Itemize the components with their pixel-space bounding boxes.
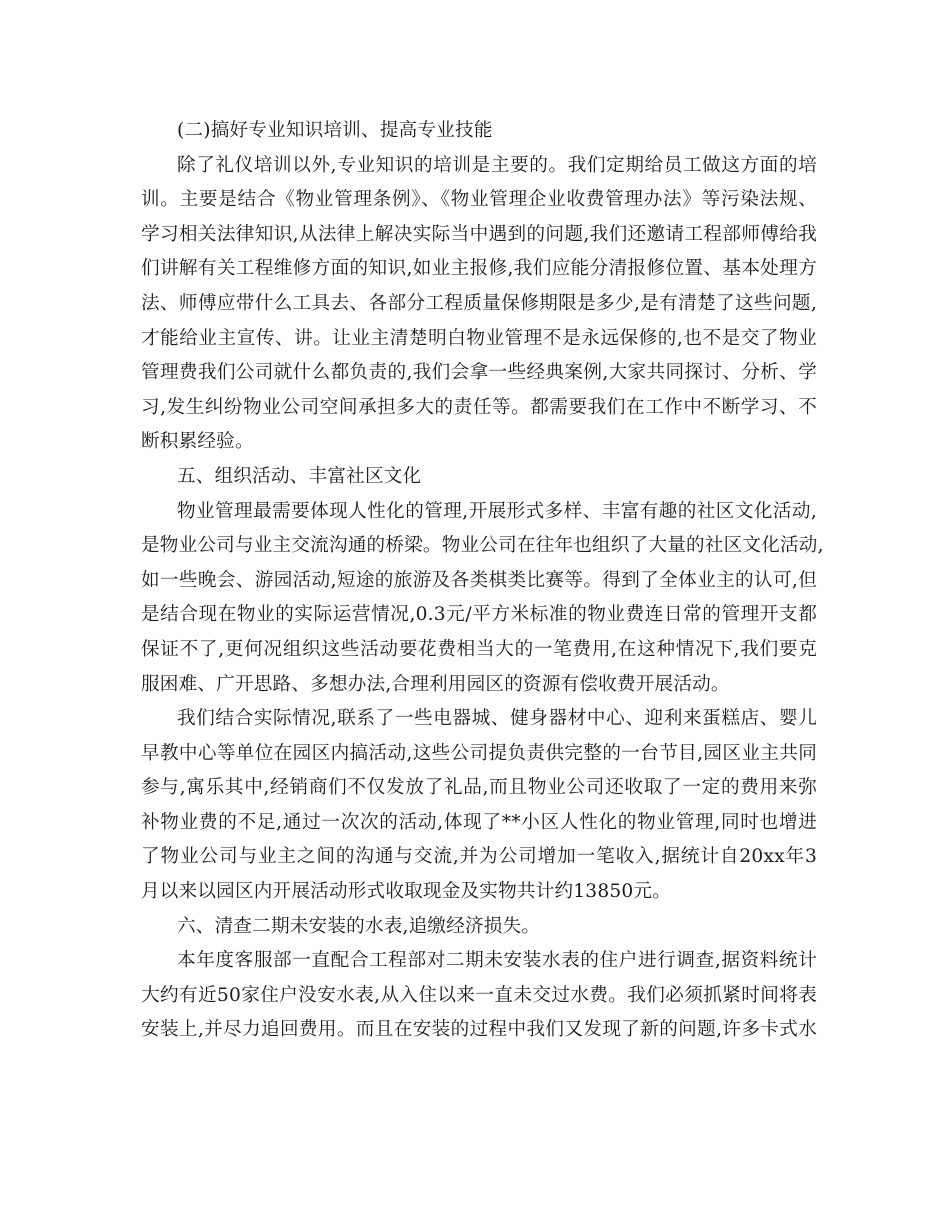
- paragraph-line: 训。主要是结合《物业管理条例》、《物业管理企业收费管理办法》等污染法规、: [141, 189, 817, 211]
- paragraph-line: 早教中心等单位在园区内搞活动,这些公司提负责供完整的一台节目,园区业主共同: [141, 742, 817, 764]
- paragraph-line: 月以来以园区内开展活动形式收取现金及实物共计约13850元。: [141, 881, 671, 903]
- paragraph-line: 除了礼仪培训以外,专业知识的培训是主要的。我们定期给员工做这方面的培: [177, 154, 817, 176]
- paragraph-line: 法、师傅应带什么工具去、各部分工程质量保修期限是多少,是有清楚了这些问题,: [141, 292, 817, 314]
- paragraph-line: 我们结合实际情况,联系了一些电器城、健身器材中心、迎利来蛋糕店、婴儿: [177, 708, 817, 730]
- paragraph-line: 补物业费的不足,通过一次次的活动,体现了**小区人性化的物业管理,同时也增进: [141, 811, 817, 833]
- paragraph-line: 如一些晚会、游园活动,短途的旅游及各类棋类比赛等。得到了全体业主的认可,但: [141, 569, 817, 591]
- paragraph-line: 是结合现在物业的实际运营情况,0.3元/平方米标准的物业费连日常的管理开支都: [141, 604, 817, 626]
- paragraph-line: 参与,寓乐其中,经销商们不仅发放了礼品,而且物业公司还收取了一定的费用来弥: [141, 777, 817, 799]
- paragraph-line: 安装上,并尽力追回费用。而且在安装的过程中我们又发现了新的问题,许多卡式水: [141, 1019, 817, 1041]
- paragraph-line: 学习相关法律知识,从法律上解决实际当中遇到的问题,我们还邀请工程部师傅给我: [141, 223, 817, 245]
- paragraph-line: 们讲解有关工程维修方面的知识,如业主报修,我们应能分清报修位置、基本处理方: [141, 258, 817, 280]
- paragraph-line: 大约有近50家住户没安水表,从入住以来一直未交过水费。我们必须抓紧时间将表: [141, 984, 817, 1006]
- paragraph-line: 是物业公司与业主交流沟通的桥梁。物业公司在往年也组织了大量的社区文化活动,: [141, 535, 824, 557]
- paragraph-line: 服困难、广开思路、多想办法,合理利用园区的资源有偿收费开展活动。: [141, 673, 730, 695]
- document-body: [141, 114, 824, 1048]
- paragraph-line: 物业管理最需要体现人性化的管理,开展形式多样、丰富有趣的社区文化活动,: [177, 500, 817, 522]
- paragraph-line: 了物业公司与业主之间的沟通与交流,并为公司增加一笔收入,据统计自20xx年3: [141, 846, 817, 868]
- section-heading: 六、清查二期未安装的水表,追缴经济损失。: [177, 915, 541, 937]
- paragraph-line: 才能给业主宣传、讲。让业主清楚明白物业管理不是永远保修的,也不是交了物业: [141, 327, 817, 349]
- section-heading: 五、组织活动、丰富社区文化: [177, 465, 422, 487]
- section-heading: (二)搞好专业知识培训、提高专业技能: [177, 120, 493, 141]
- paragraph-line: 本年度客服部一直配合工程部对二期未安装水表的住户进行调查,据资料统计: [177, 950, 817, 972]
- paragraph-line: 习,发生纠纷物业公司空间承担多大的责任等。都需要我们在工作中不断学习、不: [141, 396, 817, 418]
- paragraph-line: 保证不了,更何况组织这些活动要花费相当大的一笔费用,在这种情况下,我们要克: [141, 638, 817, 660]
- paragraph-line: 断积累经验。: [141, 431, 254, 453]
- paragraph-line: 管理费我们公司就什么都负责的,我们会拿一些经典案例,大家共同探讨、分析、学: [141, 362, 817, 384]
